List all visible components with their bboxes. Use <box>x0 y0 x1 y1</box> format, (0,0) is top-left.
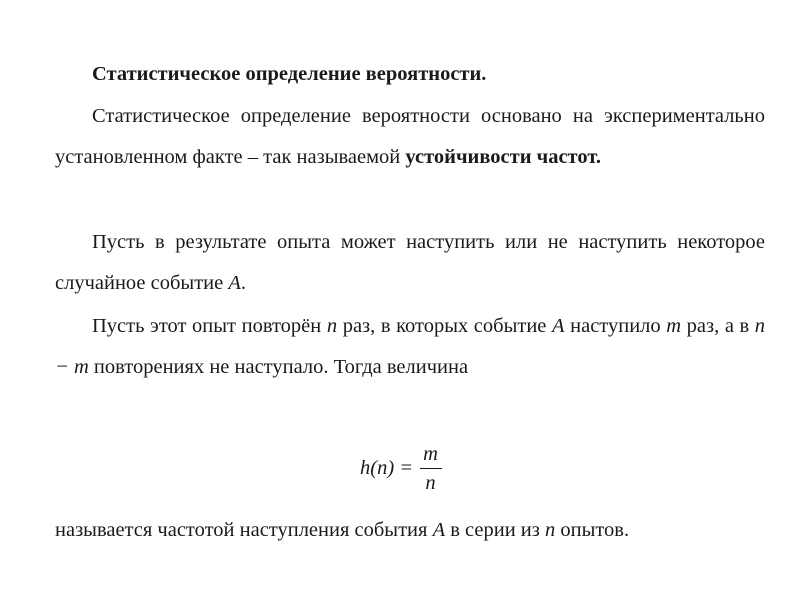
fraction-denominator: n <box>425 471 436 494</box>
math-symbol-A: A <box>228 272 241 294</box>
paragraph-text: раз, а в <box>686 315 750 337</box>
paragraph-event <box>55 222 765 304</box>
paragraph-repetition <box>55 306 765 388</box>
math-expression-n-minus-m: n − m <box>55 315 766 378</box>
paragraph-text: Пусть в результате опыта может наступить или не наступить некоторое случайное событие <box>55 231 765 294</box>
paragraph-conclusion <box>55 510 765 551</box>
math-symbol-A: A <box>552 315 565 337</box>
bold-term: устойчивости частот. <box>405 146 601 168</box>
fraction-numerator: m <box>423 442 438 465</box>
paragraph-text: называется частотой наступления события <box>55 519 428 541</box>
punctuation: . <box>240 272 247 294</box>
math-symbol-m: m <box>666 315 682 337</box>
paragraph-text: опытов. <box>560 519 630 541</box>
formula-lhs: h(n) = <box>360 456 414 479</box>
paragraph-text: Статистическое определение вероятности основано на экспериментально установленном факте – так называемой <box>55 105 765 168</box>
math-symbol-n: n <box>326 315 338 337</box>
paragraph-definition <box>55 96 765 178</box>
formula-fraction <box>419 443 442 494</box>
math-symbol-A: A <box>432 519 446 541</box>
math-symbol-n: n <box>544 519 556 541</box>
paragraph-text: Пусть этот опыт повторён <box>92 315 322 337</box>
paragraph-text: раз, в которых событие <box>342 315 547 337</box>
paragraph-text: наступило <box>570 315 661 337</box>
paragraph-text: в серии из <box>450 519 540 541</box>
paragraph-text: повторениях не наступало. Тогда величина <box>93 356 469 378</box>
fraction-bar <box>420 468 442 469</box>
section-title: Статистическое определение вероятности. <box>92 63 487 85</box>
frequency-formula <box>360 440 442 496</box>
